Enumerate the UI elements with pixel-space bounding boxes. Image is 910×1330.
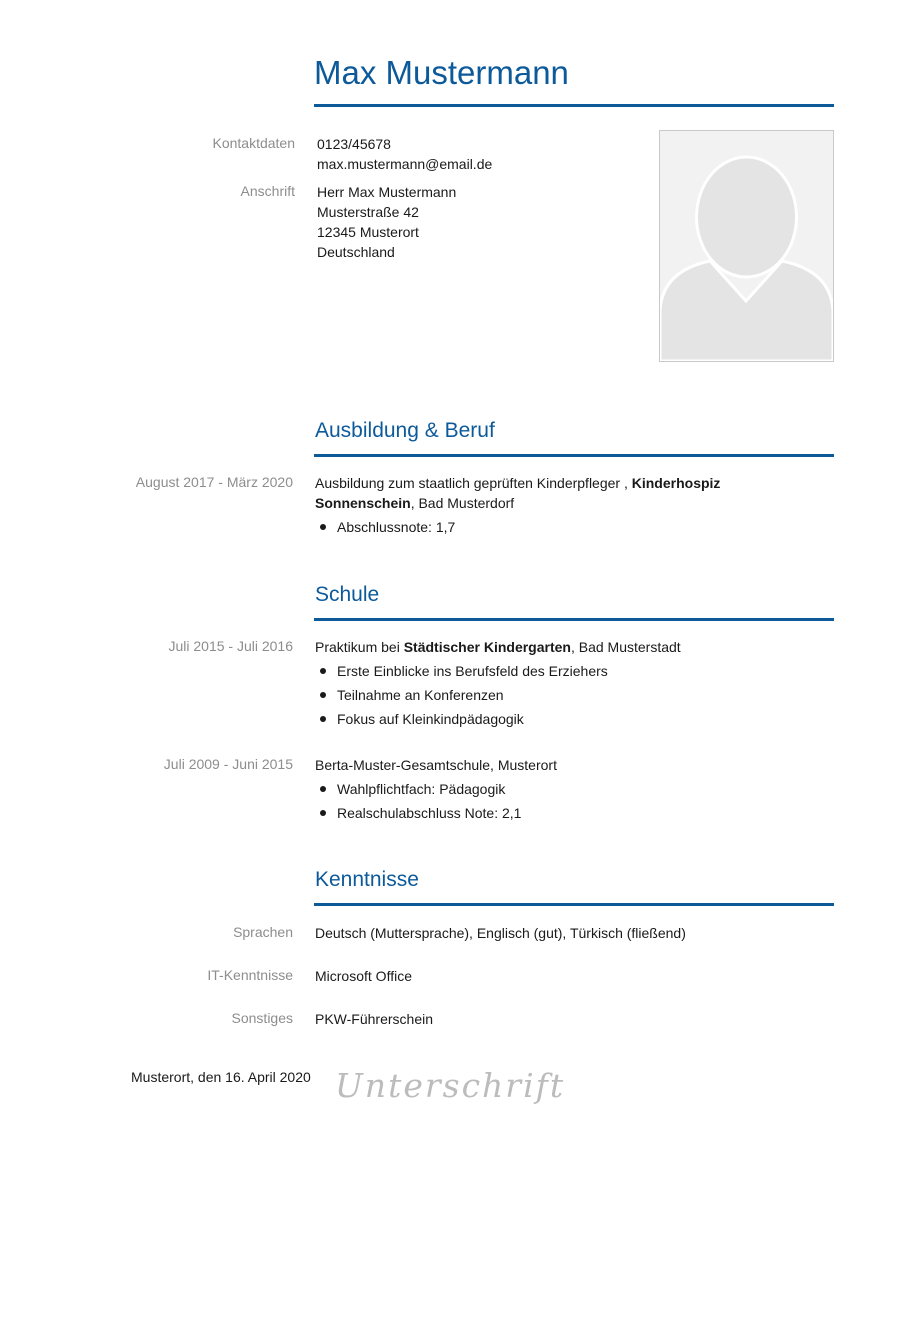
address-line: Deutschland <box>317 244 395 260</box>
section-title-kenntnisse: Kenntnisse <box>315 868 419 891</box>
email-address: max.mustermann@email.de <box>317 156 493 172</box>
skill-value: Deutsch (Muttersprache), Englisch (gut), Türkisch (fließend) <box>315 925 686 941</box>
profile-placeholder-icon <box>660 131 833 361</box>
address-line: 12345 Musterort <box>317 224 419 240</box>
skill-label: Sprachen <box>233 924 293 940</box>
entry-date: Juli 2009 - Juni 2015 <box>163 756 293 772</box>
section-divider <box>314 903 834 906</box>
list-item: Teilnahme an Konferenzen <box>315 685 608 709</box>
address-label: Anschrift <box>240 183 295 199</box>
entry-location: , Bad Musterstadt <box>570 639 681 655</box>
section-title-schule: Schule <box>315 583 380 606</box>
phone-number: 0123/45678 <box>317 136 391 152</box>
address-line: Musterstraße 42 <box>317 204 419 220</box>
entry-description: Berta-Muster-Gesamtschule, Musterort <box>315 757 557 773</box>
place-date: Musterort, den 16. April 2020 <box>131 1069 311 1085</box>
address-line: Herr Max Mustermann <box>317 184 457 200</box>
entry-date: Juli 2015 - Juli 2016 <box>168 638 293 654</box>
entry-location: , Bad Musterdorf <box>410 495 515 511</box>
profile-photo <box>659 130 834 362</box>
skill-label: Sonstiges <box>231 1010 293 1026</box>
entry-employer: Städtischer Kindergarten <box>403 639 571 655</box>
entry-employer: Sonnenschein <box>315 495 411 511</box>
list-item: Erste Einblicke ins Berufsfeld des Erziehers <box>315 661 608 685</box>
entry-description-cont <box>315 493 514 513</box>
entry-text: Ausbildung zum staatlich geprüften Kinderpfleger , <box>315 475 628 491</box>
skill-label: IT-Kenntnisse <box>207 967 293 983</box>
entry-bullets <box>315 779 521 827</box>
entry-text: Praktikum bei <box>315 639 400 655</box>
title-divider <box>314 104 834 107</box>
list-item: Fokus auf Kleinkindpädagogik <box>315 709 608 733</box>
section-divider <box>314 454 834 457</box>
entry-bullets <box>315 661 608 733</box>
section-divider <box>314 618 834 621</box>
skill-value: PKW-Führerschein <box>315 1011 434 1027</box>
entry-description <box>315 637 681 657</box>
entry-bullets <box>315 517 455 541</box>
skill-value: Microsoft Office <box>315 968 412 984</box>
entry-description <box>315 473 720 493</box>
section-title-ausbildung: Ausbildung & Beruf <box>315 419 495 442</box>
contact-label: Kontaktdaten <box>212 135 295 151</box>
entry-date: August 2017 - März 2020 <box>135 474 293 490</box>
page-title: Max Mustermann <box>314 54 569 91</box>
list-item: Wahlpflichtfach: Pädagogik <box>315 779 521 803</box>
signature: Unterschrift <box>335 1066 566 1105</box>
list-item: Abschlussnote: 1,7 <box>315 517 455 541</box>
entry-employer: Kinderhospiz <box>631 475 721 491</box>
list-item: Realschulabschluss Note: 2,1 <box>315 803 521 827</box>
